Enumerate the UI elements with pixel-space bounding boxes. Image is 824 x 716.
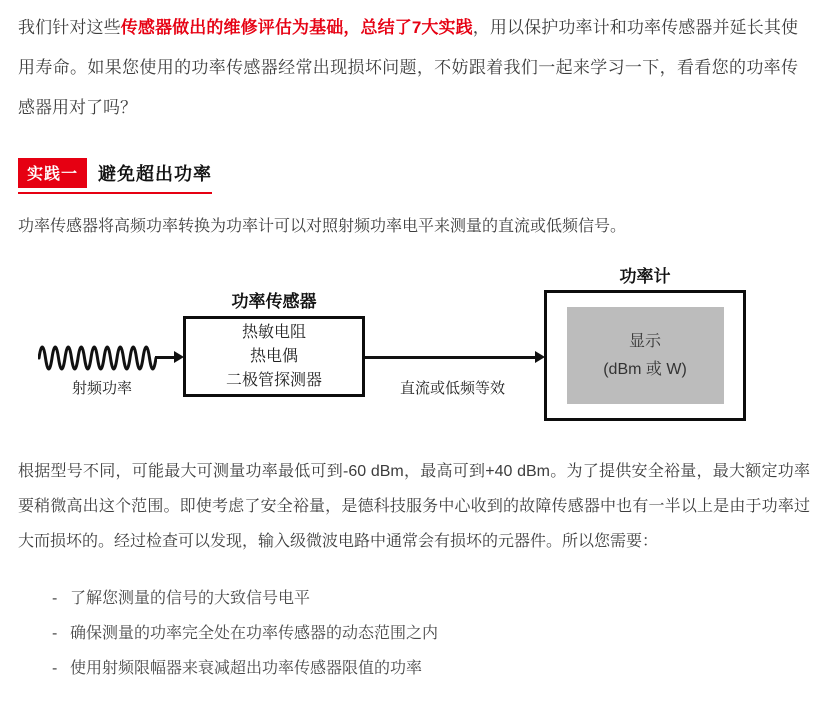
power-sensor-diagram <box>18 258 788 440</box>
bullet-text: 确保测量的功率完全处在功率传感器的动态范围之内 <box>70 625 439 642</box>
bullet-list <box>18 581 796 686</box>
practice-badge: 实践一 <box>18 158 87 188</box>
sensor-line-thermocouple: 热电偶 <box>249 347 298 365</box>
bullet-dash-icon: - <box>52 590 58 607</box>
sensor-box-title: 功率传感器 <box>231 292 317 311</box>
arrow-sensor-to-meter <box>365 356 537 359</box>
display-label: 显示 <box>628 332 661 350</box>
display-units: (dBm 或 W) <box>603 360 687 378</box>
bullet-dash-icon: - <box>52 660 58 677</box>
bullet-text: 了解您测量的信号的大致信号电平 <box>70 590 311 607</box>
list-item <box>52 616 796 651</box>
body-paragraph: 根据型号不同，可能最大可测量功率最低可到-60 dBm，最高可到+40 dBm。为了提供安全裕量，最大额定功率要稍微高出这个范围。即使考虑了安全裕量，是德科技服务中心收到的故障传感器中也有一半以上是由于功率过大而损坏的。经过检查可以发现，输入级微波电路中通常会有损坏的元器件。所以您需要： <box>18 463 810 550</box>
power-sensor-box <box>183 316 365 397</box>
intro-highlight: 传感器做出的维修评估为基础，总结了7大实践 <box>120 18 473 37</box>
list-item <box>52 581 796 616</box>
intro-paragraph <box>18 8 798 128</box>
section-header <box>18 158 212 194</box>
power-meter-box <box>544 290 746 421</box>
bullet-dash-icon: - <box>52 625 58 642</box>
list-item <box>52 651 796 686</box>
lead-paragraph: 功率传感器将高频功率转换为功率计可以对照射频功率电平来测量的直流或低频信号。 <box>18 218 627 235</box>
arrow-wave-to-sensor <box>155 356 176 359</box>
intro-text-pre: 我们针对这些 <box>18 18 121 37</box>
intro-text-post: ，用以保护功率计和功率传感器并延长其使用寿命。如果您使用的功率传感器经常出现损坏问题，不妨跟着我们一起来学习一下，看看您的功率传感器用对了吗？ <box>18 18 799 117</box>
rf-sine-wave-icon <box>38 342 157 374</box>
meter-display-screen <box>567 307 724 404</box>
bullet-text: 使用射频限幅器来衰减超出功率传感器限值的功率 <box>70 660 423 677</box>
meter-box-title: 功率计 <box>619 267 671 286</box>
sensor-line-diode-detector: 二极管探测器 <box>225 371 322 389</box>
dc-low-freq-label: 直流或低频等效 <box>400 380 506 397</box>
sensor-line-thermistor: 热敏电阻 <box>241 323 306 341</box>
section-title: 避免超出功率 <box>98 164 213 184</box>
rf-power-label: 射频功率 <box>71 380 132 397</box>
